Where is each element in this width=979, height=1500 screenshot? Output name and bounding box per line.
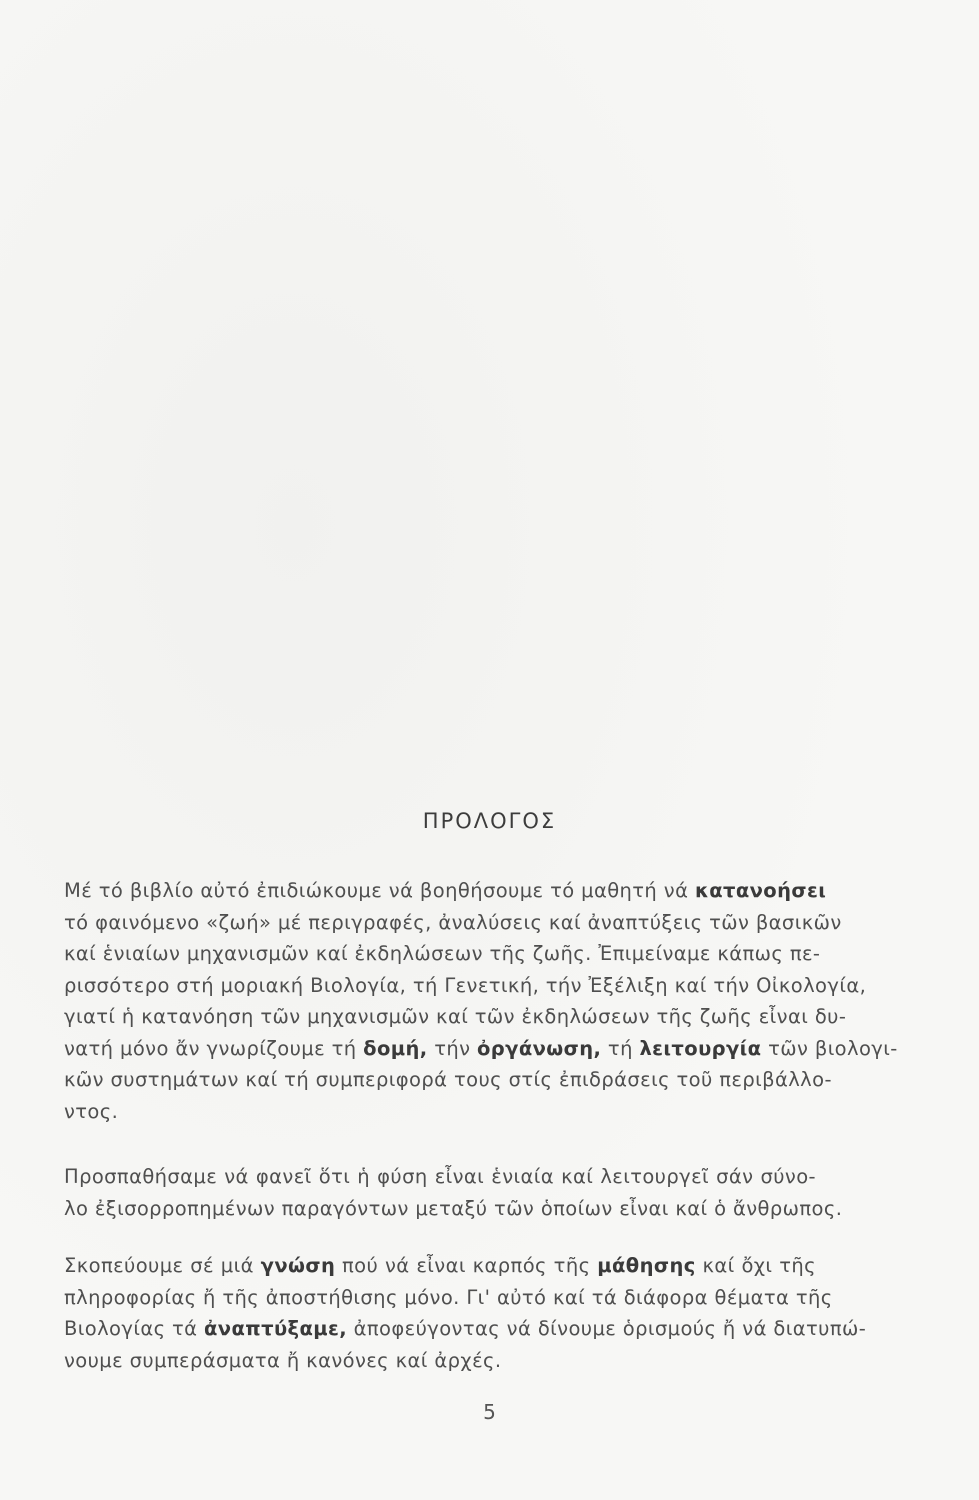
text-line: τό φαινόμενο «ζωή» μέ περιγραφές, ἀναλύσεις καί ἀναπτύξεις τῶν βασικῶν [64, 910, 842, 934]
preface-paragraph-2 [64, 1161, 843, 1224]
text-run: Βιολογίας τά [64, 1317, 205, 1340]
page-title: ΠΡΟΛΟΓΟΣ [422, 809, 557, 834]
text-run: καί ὄχι τῆς [695, 1254, 816, 1277]
text-run: τήν [427, 1036, 477, 1060]
emphasis-term: δομή, [363, 1036, 428, 1060]
text-line: λο ἐξισορροπημένων παραγόντων μεταξύ τῶν ὁποίων εἶναι καί ὁ ἄνθρωπος. [64, 1196, 843, 1220]
emphasis-term: λειτουργία [639, 1036, 762, 1060]
text-line: νουμε συμπεράσματα ἤ κανόνες καί ἀρχές. [64, 1348, 502, 1372]
text-run: τῶν βιολογι- [761, 1036, 898, 1060]
text-line: καί ἑνιαίων μηχανισμῶν καί ἐκδηλώσεων τῆς ζωῆς. Ἐπιμείναμε κάπως πε- [64, 942, 821, 965]
text-line: Προσπαθήσαμε νά φανεῖ ὅτι ἡ φύση εἶναι ἑνιαία καί λειτουργεῖ σάν σύνο- [64, 1165, 816, 1188]
emphasis-term: μάθησης [597, 1254, 696, 1277]
preface-paragraph-3 [64, 1250, 867, 1376]
text-run: νατή μόνο ἄν γνωρίζουμε τή [64, 1036, 364, 1060]
text-line [64, 1250, 816, 1282]
page-number: 5 [483, 1400, 496, 1424]
emphasis-term: ἀναπτύξαμε, [204, 1317, 348, 1340]
text-run: τή [601, 1036, 640, 1060]
text-line: πληροφορίας ἤ τῆς ἀποστήθισης μόνο. Γι' αὐτό καί τά διάφορα θέματα τῆς [64, 1285, 833, 1309]
text-run: Μέ τό βιβλίο αὐτό ἐπιδιώκουμε νά βοηθήσουμε τό μαθητή νά [64, 879, 695, 902]
text-run: ἀποφεύγοντας νά δίνουμε ὁρισμούς ἤ νά διατυπώ- [347, 1317, 867, 1340]
text-run: πού νά εἶναι καρπός τῆς [335, 1254, 598, 1277]
emphasis-term: ὀργάνωση, [476, 1036, 602, 1060]
text-line: κῶν συστημάτων καί τή συμπεριφορά τους στίς ἐπιδράσεις τοῦ περιβάλλο- [64, 1068, 832, 1091]
text-run: Σκοπεύουμε σέ μιά [64, 1254, 261, 1277]
emphasis-term: κατανοήσει [694, 879, 827, 902]
text-line [64, 1033, 898, 1065]
emphasis-term: γνώση [260, 1254, 336, 1277]
text-line: ντος. [64, 1099, 119, 1123]
text-line [64, 875, 827, 907]
text-line: γιατί ἡ κατανόηση τῶν μηχανισμῶν καί τῶν ἐκδηλώσεων τῆς ζωῆς εἶναι δυ- [64, 1005, 847, 1028]
text-line: ρισσότερο στή μοριακή Βιολογία, τή Γενετική, τήν Ἐξέλιξη καί τήν Οἰκολογία, [64, 973, 867, 997]
preface-paragraph-1 [64, 875, 898, 1127]
text-line [64, 1313, 867, 1345]
